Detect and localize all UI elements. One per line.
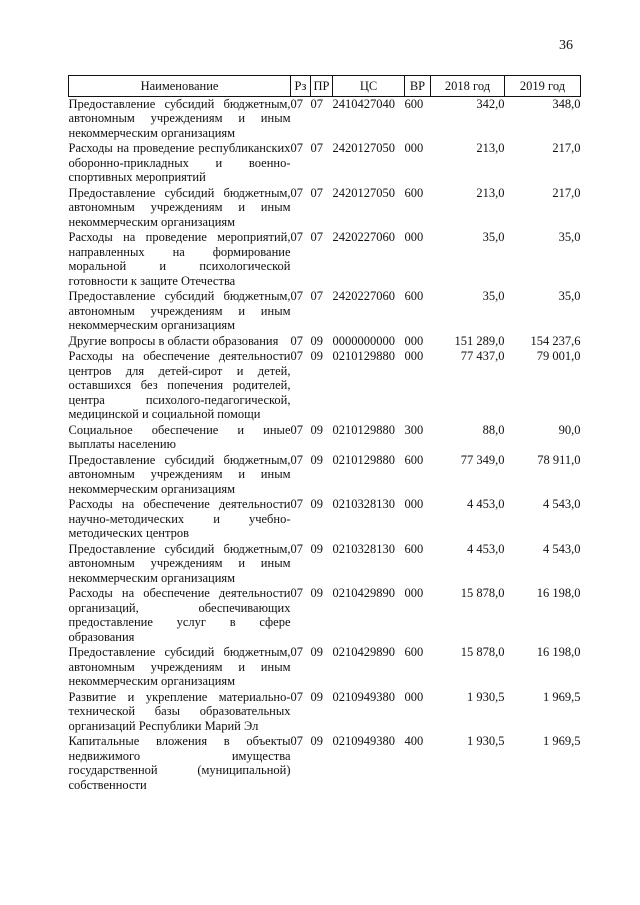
row-amount-2019: 217,0 (552, 185, 581, 200)
row-vr: 400 (404, 734, 424, 748)
row-amount-2019: 154 237,6 (530, 333, 581, 348)
table-row (69, 542, 581, 587)
row-pr: 09 (310, 645, 323, 659)
row-pr: 09 (310, 349, 323, 363)
row-pr: 09 (310, 734, 323, 748)
row-pr: 09 (310, 497, 323, 511)
row-amount-2018: 35,0 (482, 230, 505, 244)
header-cs: ЦС (333, 76, 405, 97)
table-row (69, 349, 581, 423)
row-cs: 0210328130 (332, 497, 395, 511)
row-pr: 07 (310, 96, 323, 111)
row-vr: 600 (404, 96, 424, 111)
row-pr: 09 (310, 586, 323, 600)
row-rz: 07 (290, 541, 303, 556)
row-name: Социальное обеспечение и иные выплаты населению (68, 422, 291, 451)
table-row (69, 690, 581, 735)
header-2019: 2019 год (505, 76, 581, 97)
row-cs: 0210949380 (332, 689, 395, 704)
row-vr: 000 (404, 230, 424, 244)
row-pr: 07 (310, 230, 323, 244)
row-amount-2018: 213,0 (476, 141, 505, 155)
row-cs: 0210328130 (332, 541, 395, 556)
row-amount-2019: 78 911,0 (537, 452, 581, 467)
row-vr: 600 (404, 541, 424, 556)
row-cs: 0210129880 (332, 422, 395, 437)
row-vr: 600 (404, 185, 424, 200)
header-name: Наименование (69, 76, 291, 97)
row-amount-2018: 213,0 (476, 185, 505, 200)
table-row (69, 186, 581, 231)
row-pr: 09 (310, 452, 323, 467)
row-name: Предоставление субсидий бюджетным, автономным учреждениям и иным некоммерческим организациям (68, 452, 291, 496)
row-amount-2019: 348,0 (552, 96, 581, 111)
row-cs: 0210129880 (332, 349, 395, 363)
row-vr: 600 (404, 289, 424, 303)
header-rz: Рз (291, 76, 311, 97)
row-vr: 600 (404, 452, 424, 467)
row-name: Предоставление субсидий бюджетным, автономным учреждениям и иным некоммерческим организациям (68, 96, 291, 140)
row-name: Предоставление субсидий бюджетным, автономным учреждениям и иным некоммерческим организациям (68, 289, 291, 332)
row-pr: 09 (310, 333, 323, 348)
row-cs: 0210429890 (332, 586, 395, 600)
row-rz: 07 (290, 230, 303, 244)
row-amount-2019: 16 198,0 (536, 586, 581, 600)
row-name: Капитальные вложения в объекты недвижимого имущества государственной (муниципальной) собственности (68, 734, 291, 792)
row-pr: 07 (310, 185, 323, 200)
row-rz: 07 (290, 333, 303, 348)
row-amount-2019: 16 198,0 (536, 645, 581, 659)
row-amount-2018: 342,0 (476, 96, 505, 111)
row-amount-2019: 35,0 (558, 289, 581, 303)
table-row (69, 586, 581, 645)
row-pr: 07 (310, 289, 323, 303)
row-name: Расходы на обеспечение деятельности научно-методических и учебно-методических центров (68, 497, 291, 540)
row-rz: 07 (290, 497, 303, 511)
row-rz: 07 (290, 185, 303, 200)
row-cs: 0210949380 (332, 734, 395, 748)
row-amount-2018: 77 437,0 (460, 349, 505, 363)
table-row (69, 423, 581, 453)
row-amount-2019: 4 543,0 (543, 541, 581, 556)
row-name: Расходы на проведение республиканских оборонно-прикладных и военно-спортивных мероприятий (68, 141, 291, 184)
row-amount-2019: 79 001,0 (536, 349, 581, 363)
row-vr: 000 (404, 333, 424, 348)
row-amount-2018: 15 878,0 (460, 586, 505, 600)
row-rz: 07 (290, 689, 303, 704)
page-number: 36 (559, 38, 573, 53)
row-cs: 2410427040 (332, 96, 395, 111)
row-amount-2019: 217,0 (552, 141, 581, 155)
row-name: Другие вопросы в области образования (68, 333, 279, 348)
row-rz: 07 (290, 645, 303, 659)
row-amount-2018: 4 453,0 (467, 497, 505, 511)
row-name: Предоставление субсидий бюджетным, автономным учреждениям и иным некоммерческим организациям (68, 185, 291, 229)
row-vr: 000 (404, 349, 424, 363)
row-rz: 07 (290, 96, 303, 111)
row-cs: 0210129880 (332, 452, 395, 467)
table-row (69, 645, 581, 690)
row-rz: 07 (290, 734, 303, 748)
row-name: Предоставление субсидий бюджетным, автономным учреждениям и иным некоммерческим организациям (68, 645, 291, 688)
table-row (69, 96, 581, 141)
row-amount-2019: 1 969,5 (543, 734, 581, 748)
table-header-row (69, 76, 581, 97)
row-cs: 0000000000 (332, 333, 395, 348)
row-cs: 2420127050 (332, 141, 395, 155)
row-amount-2018: 151 289,0 (454, 333, 505, 348)
row-amount-2019: 90,0 (558, 422, 581, 437)
table-body (69, 96, 581, 793)
row-amount-2019: 1 969,5 (543, 689, 581, 704)
row-rz: 07 (290, 586, 303, 600)
row-amount-2019: 4 543,0 (543, 497, 581, 511)
row-rz: 07 (290, 452, 303, 467)
row-amount-2018: 88,0 (482, 422, 505, 437)
row-vr: 000 (404, 586, 424, 600)
row-pr: 07 (310, 141, 323, 155)
table-row (69, 734, 581, 793)
row-cs: 2420227060 (332, 230, 395, 244)
table-row (69, 289, 581, 334)
row-name: Предоставление субсидий бюджетным, автономным учреждениям и иным некоммерческим организациям (68, 541, 291, 585)
row-amount-2019: 35,0 (558, 230, 581, 244)
row-name: Развитие и укрепление материально-технической базы образовательных организаций Республики Марий Эл (68, 689, 291, 733)
row-amount-2018: 1 930,5 (467, 689, 505, 704)
table-row (69, 334, 581, 350)
row-rz: 07 (290, 422, 303, 437)
row-cs: 0210429890 (332, 645, 395, 659)
row-vr: 000 (404, 689, 424, 704)
header-pr: ПР (311, 76, 333, 97)
row-vr: 000 (404, 497, 424, 511)
row-name: Расходы на проведение мероприятий, направленных на формирование моральной и психологической готовности к защите Отечества (68, 230, 291, 288)
row-vr: 600 (404, 645, 424, 659)
row-name: Расходы на обеспечение деятельности организаций, обеспечивающих предоставление услуг в сфере образования (68, 586, 291, 644)
row-amount-2018: 4 453,0 (467, 541, 505, 556)
table-row (69, 230, 581, 289)
row-cs: 2420127050 (332, 185, 395, 200)
row-rz: 07 (290, 349, 303, 363)
row-vr: 300 (404, 422, 424, 437)
row-amount-2018: 77 349,0 (460, 452, 505, 467)
row-pr: 09 (310, 422, 323, 437)
budget-table (68, 75, 581, 793)
row-vr: 000 (404, 141, 424, 155)
row-pr: 09 (310, 541, 323, 556)
header-2018: 2018 год (431, 76, 505, 97)
row-rz: 07 (290, 289, 303, 303)
row-name: Расходы на обеспечение деятельности центров для детей-сирот и детей, оставшихся без попечения родителей, центра психолого-педагогической, медицинской и социальной помощи (68, 349, 291, 421)
table-row (69, 453, 581, 498)
table-row (69, 141, 581, 186)
row-amount-2018: 35,0 (482, 289, 505, 303)
table-row (69, 497, 581, 542)
row-amount-2018: 1 930,5 (467, 734, 505, 748)
header-vr: ВР (405, 76, 431, 97)
row-pr: 09 (310, 689, 323, 704)
row-cs: 2420227060 (332, 289, 395, 303)
row-amount-2018: 15 878,0 (460, 645, 505, 659)
row-rz: 07 (290, 141, 303, 155)
